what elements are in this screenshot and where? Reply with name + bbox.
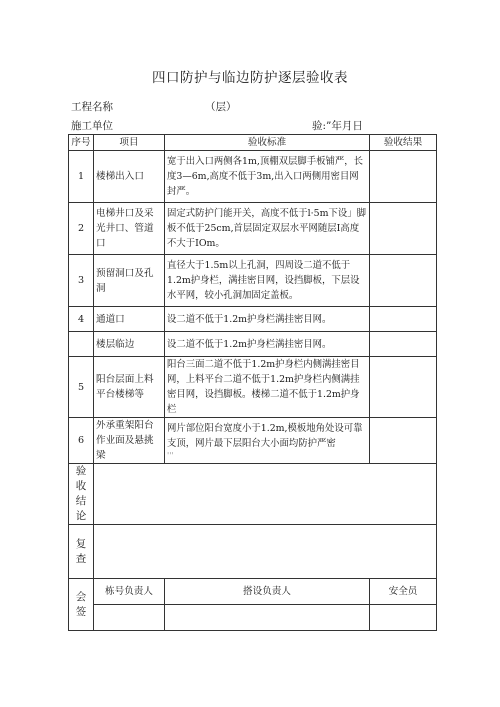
table-row xyxy=(69,151,437,203)
safety-officer-signature[interactable] xyxy=(370,605,437,631)
row-result[interactable] xyxy=(370,203,437,255)
row-result[interactable] xyxy=(370,357,437,418)
row-no: 1 xyxy=(69,151,94,203)
row-standard: 宽于出入口两侧各1m,顶棚双层脚手板铺严，长度3—6m,高度不低于3m,出入口两侧用密目网封严。 xyxy=(165,151,370,203)
row-standard: 直径大于1.5m以上孔洞，四周设二道不低于1.2m护身栏，满挂密目网，设挡脚板，下层设水平网，较小孔洞加固定盖板。 xyxy=(165,255,370,307)
row-no: 5 xyxy=(69,357,94,418)
recheck-label: 复 查 xyxy=(69,525,94,579)
header-row xyxy=(69,135,437,151)
building-lead-signature[interactable] xyxy=(94,605,165,631)
row-result[interactable] xyxy=(370,151,437,203)
recheck-row xyxy=(69,525,437,579)
signature-row xyxy=(69,605,437,631)
faded-mark: ''' xyxy=(167,451,174,460)
header-result: 验收结果 xyxy=(370,135,437,151)
row-item: 阳台层面上料平台楼梯等 xyxy=(94,357,165,418)
table-row xyxy=(69,357,437,418)
row-standard: 阳台三面二道不低于1.2m护身栏内侧满挂密目网，上料平台二道不低于1.2m护身栏内侧满挂密目网，设挡脚板。楼梯二道不低于1.2m护身栏 xyxy=(165,357,370,418)
erector-lead-label: 搭设负责人 xyxy=(165,579,370,605)
acceptance-table xyxy=(68,134,437,631)
conclusion-row xyxy=(69,464,437,525)
row-standard: 设二道不低于1.2m护身栏满挂密目网。 xyxy=(165,307,370,332)
header-standard: 验收标准 xyxy=(165,135,370,151)
header-no: 序号 xyxy=(69,135,94,151)
row-item: 楼层临边 xyxy=(94,332,165,357)
row-no xyxy=(69,332,94,357)
page-title: 四口防护与临边防护逐层验收表 xyxy=(152,70,348,86)
table-row xyxy=(69,332,437,357)
date-label: 验:”年月日 xyxy=(312,120,363,132)
table-row xyxy=(69,255,437,307)
construction-unit-label: 施工单位 xyxy=(71,120,113,132)
row-no: 3 xyxy=(69,255,94,307)
row-item: 外承重架阳台作业面及悬挑梁 xyxy=(94,418,165,464)
row-no: 2 xyxy=(69,203,94,255)
row-standard-text: 网片部位阳台宽度小于1.2m,模板地角处设可靠支顶，网片最下层阳台大小面均防护严密 xyxy=(167,423,363,449)
table-row xyxy=(69,307,437,332)
conclusion-label: 验 收 结 论 xyxy=(69,464,94,525)
row-result[interactable] xyxy=(370,418,437,464)
header-item: 项目 xyxy=(94,135,165,151)
conclusion-field[interactable] xyxy=(94,464,437,525)
row-result[interactable] xyxy=(370,332,437,357)
row-no: 6 xyxy=(69,418,94,464)
project-name-label: 工程名称 xyxy=(71,101,113,113)
row-item: 通道口 xyxy=(94,307,165,332)
recheck-field[interactable] xyxy=(94,525,437,579)
row-standard: 固定式防护门能开关，高度不低于l·5m下设」脚板不低于25cm,首层固定双层水平网随层I高度不大于IOm。 xyxy=(165,203,370,255)
row-result[interactable] xyxy=(370,307,437,332)
row-item: 预留洞口及孔洞 xyxy=(94,255,165,307)
table-row xyxy=(69,418,437,464)
table-row xyxy=(69,203,437,255)
row-result[interactable] xyxy=(370,255,437,307)
row-item: 电梯井口及采光井口、管道口 xyxy=(94,203,165,255)
row-standard: 设二道不低于1.2m护身栏满挂密目网。 xyxy=(165,332,370,357)
row-standard xyxy=(165,418,370,464)
countersign-label: 会 签 xyxy=(69,579,94,631)
floor-label: （层） xyxy=(205,101,237,113)
row-item: 楼梯出入口 xyxy=(94,151,165,203)
row-no: 4 xyxy=(69,307,94,332)
building-lead-label: 栋号负责人 xyxy=(94,579,165,605)
safety-officer-label: 安全员 xyxy=(370,579,437,605)
signer-header-row xyxy=(69,579,437,605)
erector-lead-signature[interactable] xyxy=(165,605,370,631)
